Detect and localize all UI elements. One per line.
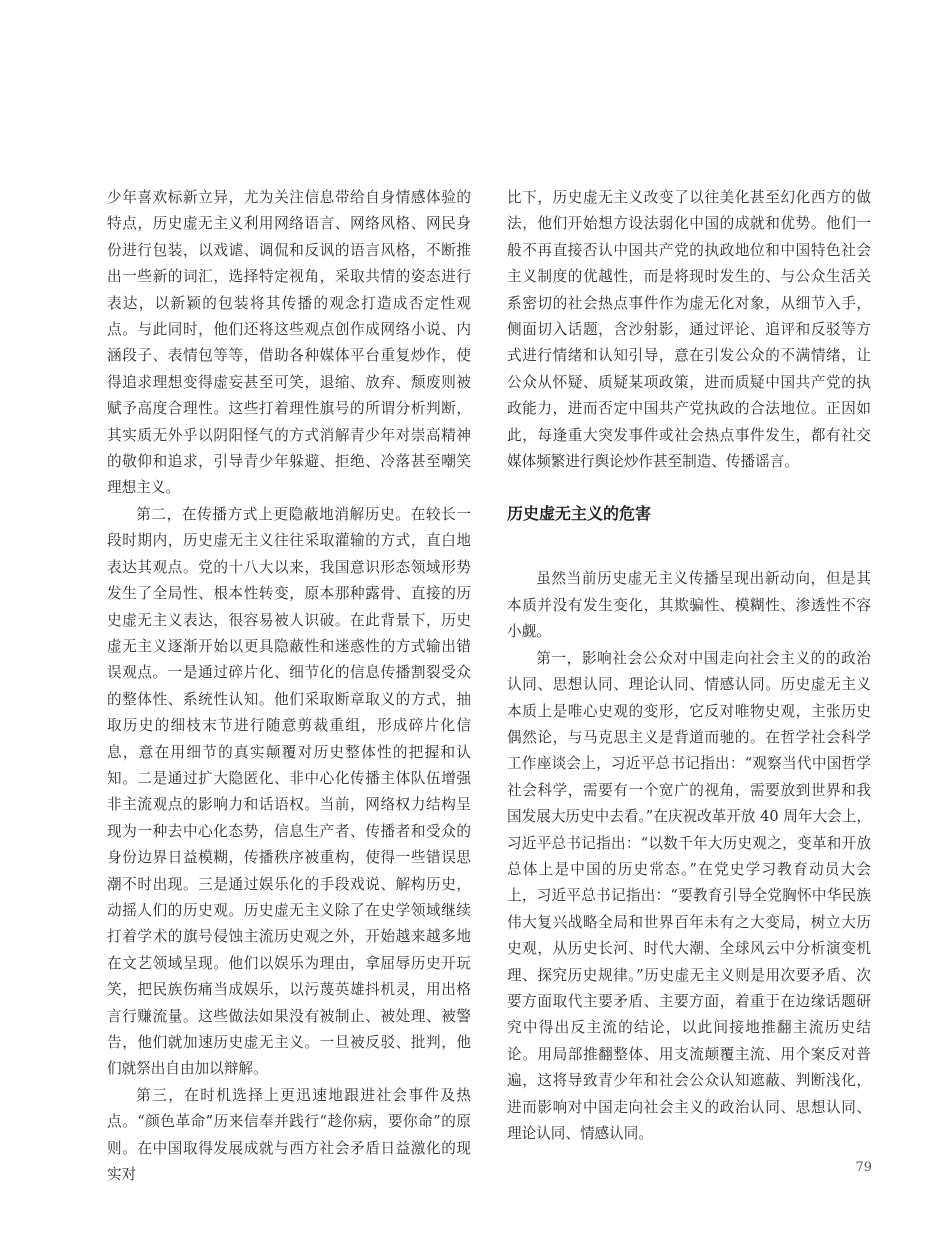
body-paragraph: 虽然当前历史虚无主义传播呈现出新动向，但是其本质并没有发生变化，其欺骗性、模糊性、渗透性不容小觑。	[507, 570, 871, 641]
body-paragraph: 第一，影响社会公众对中国走向社会主义的的政治认同、思想认同、理论认同、情感认同。历史虚无主义本质上是唯心史观的变形，它反对唯物史观，主张历史偶然论，与马克思主义是背道而驰的。在哲学社会科学工作座谈会上，习近平总书记指出：“观察当代中国哲学社会科学，需要有一个宽广的视角，需要放到世界和我国发展大历史中去看。”在庆祝改革开放 40 周年大会上，习近平总书记指出：“以数千年大历史观之，变革和开放总体上是中国的历史常态。”在党史学习教育动员大会上，习近平总书记指出：“要教育引导全党胸怀中华民族伟大复兴战略全局和世界百年未有之大变局，树立大历史观，从历史长河、时代大潮、全球风云中分析演变机理、探究历史规律。”历史虚无主义则是用次要矛盾、次要方面取代主要矛盾、主要方面，着重于在边缘话题研究中得出反主流的结论，以此间接地推翻主流历史结论。用局部推翻整体、用支流颠覆主流、用个案反对普遍，这将导致青少年和社会公众认知遮蔽、判断浅化，进而影响对中国走向社会主义的政治认同、思想认同、理论认同、情感认同。	[507, 649, 871, 1142]
body-paragraph: 少年喜欢标新立异，尤为关注信息带给自身情感体验的特点，历史虚无主义利用网络语言、网络风格、网民身份进行包装，以戏谑、调侃和反讽的语言风格，不断推出一些新的词汇，选择特定视角，采取共情的姿态进行表达，以新颖的包装将其传播的观念打造成否定性观点。与此同时，他们还将这些观点创作成网络小说、内涵段子、表情包等等，借助各种媒体平台重复炒作，使得追求理想变得虚妄甚至可笑，退缩、放弃、颓废则被赋予高度合理性。这些打着理性旗号的所谓分析判断，其实质无外乎以阴阳怪气的方式消解青少年对崇高精神的敬仰和追求，引导青少年躲避、拒绝、冷落甚至嘲笑理想主义。	[107, 189, 471, 497]
right-column	[507, 185, 871, 1147]
page-number: 79	[855, 1160, 872, 1175]
left-column	[107, 185, 471, 1188]
section-heading: 历史虚无主义的危害	[507, 504, 652, 524]
body-paragraph: 比下，历史虚无主义改变了以往美化甚至幻化西方的做法，他们开始想方设法弱化中国的成就和优势。他们一般不再直接否认中国共产党的执政地位和中国特色社会主义制度的优越性，而是将现时发生的、与公众生活关系密切的社会热点事件作为虚无化对象，从细节入手，侧面切入话题，含沙射影，通过评论、追评和反驳等方式进行情绪和认知引导，意在引发公众的不满情绪，让公众从怀疑、质疑某项政策，进而质疑中国共产党的执政能力，进而否定中国共产党执政的合法地位。正因如此，每逢重大突发事件或社会热点事件发生，都有社交媒体频繁进行舆论炒作甚至制造、传播谣言。	[507, 189, 871, 471]
body-paragraph: 第二，在传播方式上更隐蔽地消解历史。在较长一段时期内，历史虚无主义往往采取灌输的方式，直白地表达其观点。党的十八大以来，我国意识形态领域形势发生了全局性、根本性转变，原本那种露骨、直接的历史虚无主义表达，很容易被人识破。在此背景下，历史虚无主义逐渐开始以更具隐蔽性和迷惑性的方式输出错误观点。一是通过碎片化、细节化的信息传播割裂受众的整体性、系统性认知。他们采取断章取义的方式，抽取历史的细枝末节进行随意剪裁重组，形成碎片化信息，意在用细节的真实颠覆对历史整体性的把握和认知。二是通过扩大隐匿化、非中心化传播主体队伍增强非主流观点的影响力和话语权。当前，网络权力结构呈现为一种去中心化态势，信息生产者、传播者和受众的身份边界日益模糊，传播秩序被重构，使得一些错误思潮不时出现。三是通过娱乐化的手段戏说、解构历史，动摇人们的历史观。历史虚无主义除了在史学领域继续打着学术的旗号侵蚀主流历史观之外，开始越来越多地在文艺领域呈现。他们以娱乐为理由，拿屈辱历史开玩笑，把民族伤痛当成娱乐，以污蔑英雄抖机灵，用出格言行赚流量。这些做法如果没有被制止、被处理、被警告，他们就加速历史虚无主义。一旦被反驳、批判，他们就祭出自由加以辩解。	[107, 505, 471, 1078]
body-paragraph: 第三，在时机选择上更迅速地跟进社会事件及热点。“颜色革命”历来信奉并践行“趁你病，要你命”的原则。在中国取得发展成就与西方社会矛盾日益激化的现实对	[107, 1086, 471, 1184]
